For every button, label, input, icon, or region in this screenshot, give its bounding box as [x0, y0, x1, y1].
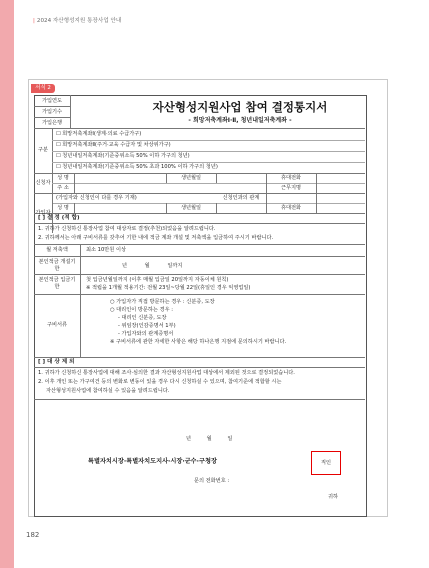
subscriber-name-label: 성 명	[57, 205, 69, 211]
applicant-phone-label: 휴대전화	[280, 175, 302, 181]
subscriber-label: 가입자	[35, 210, 51, 216]
form-tab: 서식 2	[31, 84, 55, 93]
ineligible-line-3: 자산형성지원사업에 참여하실 수 있음을 알려드립니다.	[46, 388, 170, 394]
contact-label: 문의 전화번호 :	[194, 478, 230, 484]
document-line-4: - 위임장(인감증명서 1부)	[118, 323, 176, 329]
category-option-1[interactable]: ☐ 희망저축계좌Ⅰ(생계·의료 수급가구)	[56, 131, 142, 137]
issuer: 특별자치시장·특별자치도지사·시장·군수·구청장	[88, 458, 217, 465]
applicant-name-label: 성 명	[57, 175, 69, 181]
ineligible-header: [ ] 대 상 제 외	[38, 359, 75, 365]
seal-label: 직인	[320, 460, 332, 466]
applicant-address-label: 주 소	[57, 185, 69, 191]
category-option-3[interactable]: ☐ 청년내일저축계좌(기준중위소득 50% 이하 가구의 청년)	[56, 153, 190, 159]
page-subtitle: - 희망저축계좌Ⅰ·Ⅱ, 청년내일저축계좌 -	[188, 117, 292, 124]
deposit-deadline-label: 본인적금 입금기한	[38, 277, 76, 290]
decision-header: [ ] 결 정 (적 합)	[38, 215, 80, 221]
label-term: 가입기수	[41, 109, 63, 115]
documents-label: 구비서류	[46, 322, 68, 328]
deposit-deadline-note: ※ 적립을 1개월 적용기간: 전월 23일~당월 22일(휴일인 경우 익영업일)	[86, 285, 251, 291]
side-stripe	[0, 0, 14, 568]
open-deadline-label: 본인적금 개설기한	[38, 259, 76, 272]
category-option-4[interactable]: ☐ 청년내일저축계좌(기준중위소득 50% 초과 100% 이하 가구의 청년)	[56, 164, 218, 170]
open-deadline-value: 년 월 일까지	[122, 263, 183, 269]
applicant-birth-label: 생년월일	[180, 175, 202, 181]
seal-box	[311, 451, 341, 475]
monthly-savings-label: 월 저축액	[46, 247, 68, 253]
subscriber-phone-label: 휴대전화	[280, 205, 302, 211]
deposit-deadline-value: 첫 입금년월일까지 (이후 매월 입금일 20일까지 자동이체 원칙)	[86, 277, 229, 283]
applicant-label: 신청자	[35, 180, 51, 186]
applicant-work-label: 근무지명	[280, 185, 302, 191]
decision-line-1: 1. 귀하가 신청하신 통장사업 참여 대상자로 결정(추천)되었음을 알려드립니다.	[38, 226, 216, 232]
label-bank: 가입은행	[41, 120, 63, 126]
subscriber-relation-label: 신청인과의 관계	[222, 195, 260, 201]
page-title: 자산형성지원사업 참여 결정통지서	[152, 100, 328, 114]
ineligible-line-2: 2. 이후 개인 또는 가구여건 등의 변화로 변동이 있을 경우 다시 신청하실 수 있으며, 참여기준에 적합할 시는	[38, 379, 282, 385]
category-label: 구분	[37, 147, 49, 153]
category-option-2[interactable]: ☐ 희망저축계좌Ⅱ(주거·교육 수급자 및 차상위가구)	[56, 142, 171, 148]
decision-line-2: 2. 귀하께서는 아래 구비서류를 갖추어 기한 내에 적금 계좌 개설 및 저축액을 입금하여 주시기 바랍니다.	[38, 235, 274, 241]
document-line-2: ○ 대리인이 방문하는 경우 :	[110, 307, 173, 313]
ineligible-line-1: 1. 귀하가 신청하신 통장사업에 대해 조사·심의한 결과 자산형성지원사업 대상에서 제외된 것으로 결정되었습니다.	[38, 370, 295, 376]
document-line-1: ○ 가입자가 직접 방문하는 경우 : 신분증, 도장	[110, 299, 215, 305]
running-header: | 2024 자산형성지원 통장사업 안내	[33, 18, 122, 24]
recipient: 귀하	[328, 494, 339, 500]
subscriber-birth-label: 생년월일	[180, 205, 202, 211]
subscriber-note: (가입자와 신청인이 다를 경우 기재)	[56, 195, 137, 201]
document-line-5: - 가입자와의 관계증명서	[118, 331, 174, 337]
label-year: 가입연도	[41, 98, 63, 104]
page-number: 182	[26, 531, 40, 539]
document-line-6: ※ 구비서류에 관한 자세한 사항은 해당 하나은행 지점에 문의하시기 바랍니다.	[110, 339, 287, 345]
issue-date: 년 월 일	[186, 436, 233, 442]
document-line-3: - 대리인 신분증, 도장	[118, 315, 167, 321]
monthly-savings-value: 최소 10만원 이상	[86, 247, 126, 253]
